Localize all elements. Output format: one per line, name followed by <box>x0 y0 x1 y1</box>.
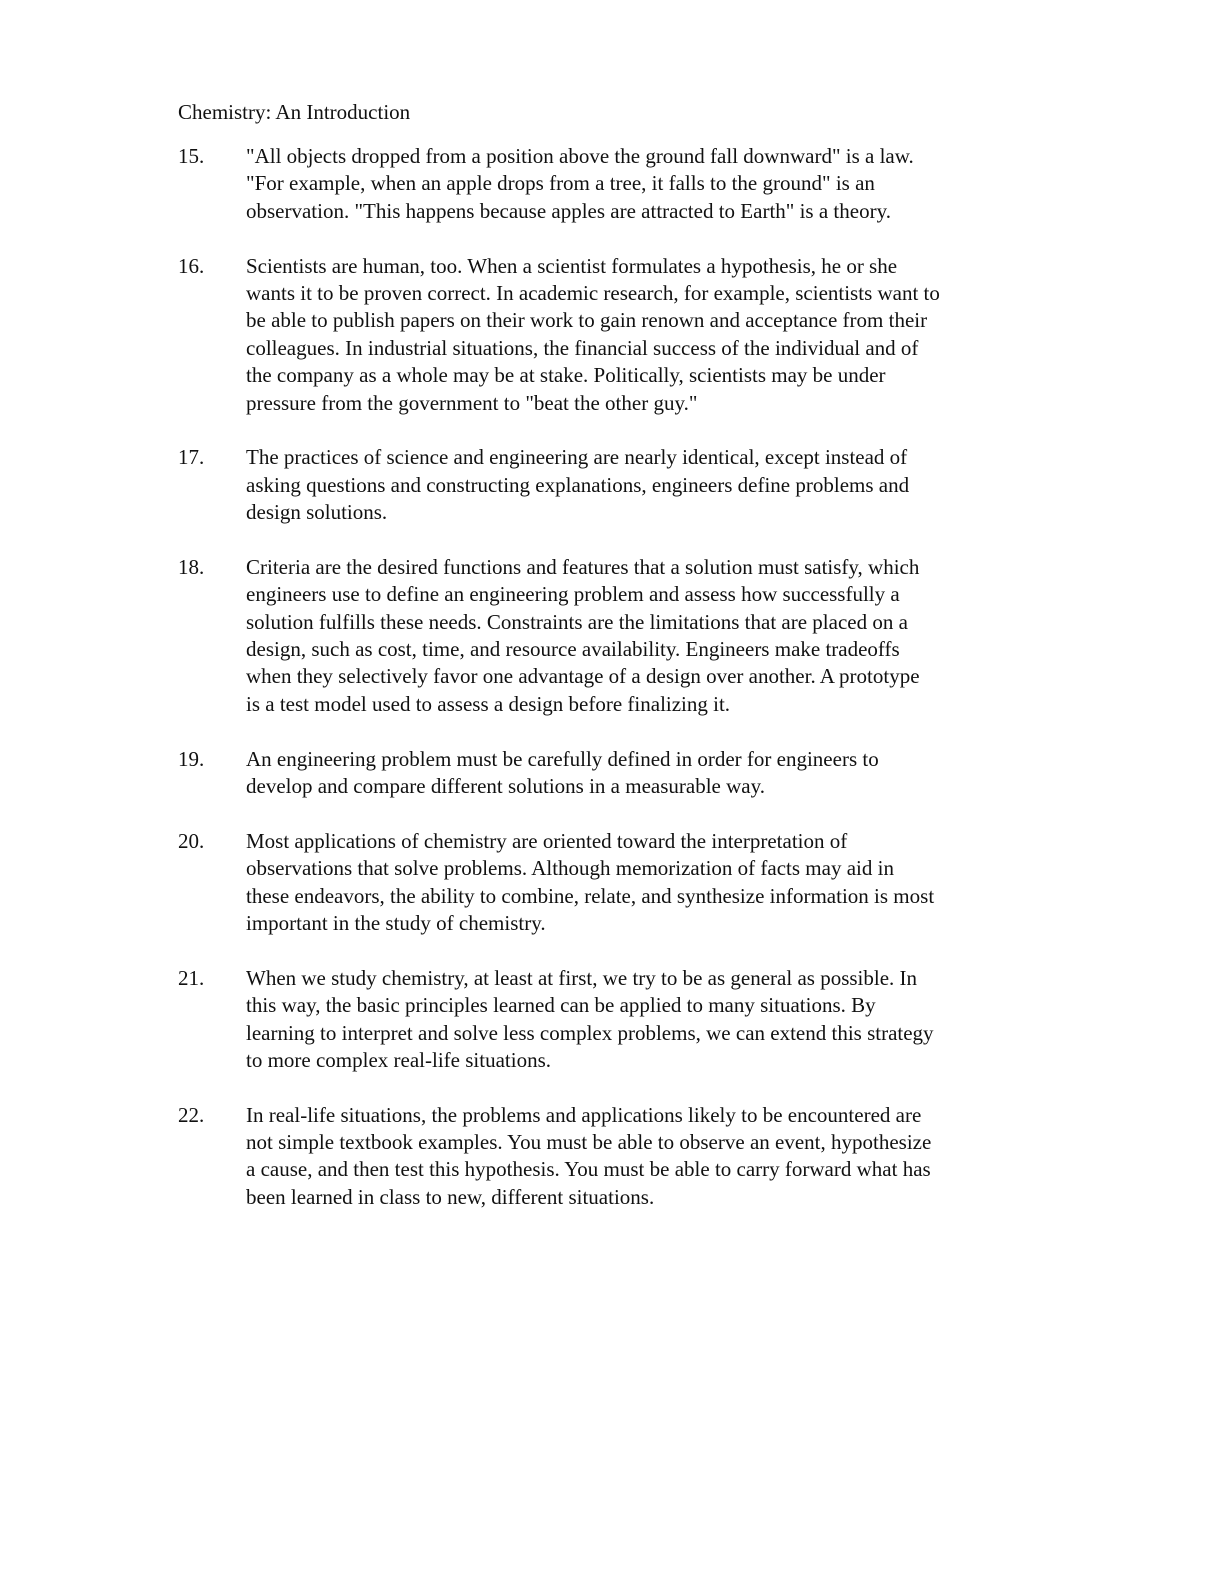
list-item <box>178 746 1078 801</box>
item-number: 18. <box>178 554 205 579</box>
text-line: Most applications of chemistry are oriented toward the interpretation of <box>246 828 848 853</box>
text-line: An engineering problem must be carefully defined in order for engineers to <box>246 746 879 771</box>
text-line: the company as a whole may be at stake. Politically, scientists may be under <box>246 363 886 388</box>
text-line: been learned in class to new, different situations. <box>246 1184 655 1209</box>
item-number: 22. <box>178 1102 205 1127</box>
text-line: solution fulfills these needs. Constraints are the limitations that are placed on a <box>246 609 908 634</box>
item-text <box>246 554 1078 718</box>
text-line: is a test model used to assess a design before finalizing it. <box>246 691 731 716</box>
page-header: Chemistry: An Introduction <box>178 100 411 124</box>
list-item <box>178 253 1078 417</box>
text-line: colleagues. In industrial situations, the financial success of the individual and of <box>246 335 919 360</box>
text-line: Scientists are human, too. When a scientist formulates a hypothesis, he or she <box>246 253 898 278</box>
text-line: In real-life situations, the problems and applications likely to be encountered are <box>246 1102 922 1127</box>
text-line: this way, the basic principles learned can be applied to many situations. By <box>246 993 876 1018</box>
list-item <box>178 444 1078 526</box>
list-item <box>178 554 1078 718</box>
item-number: 16. <box>178 253 205 278</box>
item-text <box>246 965 1078 1075</box>
text-line: The practices of science and engineering are nearly identical, except instead of <box>246 445 908 470</box>
text-line: observation. "This happens because apples are attracted to Earth" is a theory. <box>246 198 891 223</box>
item-number: 19. <box>178 746 205 771</box>
text-line: a cause, and then test this hypothesis. You must be able to carry forward what has <box>246 1157 931 1182</box>
text-line: design solutions. <box>246 500 388 525</box>
item-number: 21. <box>178 965 205 990</box>
list-item <box>178 143 1078 225</box>
text-line: pressure from the government to "beat the other guy." <box>246 390 698 415</box>
text-line: not simple textbook examples. You must be able to observe an event, hypothesize <box>246 1130 932 1155</box>
item-text <box>246 828 1078 938</box>
text-line: When we study chemistry, at least at first, we try to be as general as possible. In <box>246 965 918 990</box>
text-line: be able to publish papers on their work to gain renown and acceptance from their <box>246 308 928 333</box>
item-text <box>246 143 1078 225</box>
text-line: to more complex real-life situations. <box>246 1047 551 1072</box>
text-line: "All objects dropped from a position above the ground fall downward" is a law. <box>246 144 914 168</box>
text-line: asking questions and constructing explanations, engineers define problems and <box>246 472 910 497</box>
text-line: observations that solve problems. Although memorization of facts may aid in <box>246 856 894 881</box>
text-line: "For example, when an apple drops from a tree, it falls to the ground" is an <box>246 171 875 196</box>
text-line: these endeavors, the ability to combine, relate, and synthesize information is most <box>246 883 935 908</box>
item-number: 17. <box>178 445 205 470</box>
item-number: 20. <box>178 828 205 853</box>
item-text <box>246 444 1078 526</box>
text-line: wants it to be proven correct. In academic research, for example, scientists want to <box>246 280 940 305</box>
list-item <box>178 965 1078 1075</box>
text-line: develop and compare different solutions in a measurable way. <box>246 773 765 798</box>
item-text <box>246 253 1078 417</box>
text-line: engineers use to define an engineering problem and assess how successfully a <box>246 582 900 607</box>
text-line: Criteria are the desired functions and features that a solution must satisfy, which <box>246 554 920 579</box>
text-line: when they selectively favor one advantage of a design over another. A prototype <box>246 664 920 689</box>
text-line: important in the study of chemistry. <box>246 910 546 935</box>
text-line: learning to interpret and solve less complex problems, we can extend this strategy <box>246 1020 934 1045</box>
answer-list <box>178 143 1078 1239</box>
text-line: design, such as cost, time, and resource availability. Engineers make tradeoffs <box>246 637 900 662</box>
list-item <box>178 1102 1078 1212</box>
item-number: 15. <box>178 144 205 168</box>
item-text <box>246 746 1078 801</box>
item-text <box>246 1102 1078 1212</box>
list-item <box>178 828 1078 938</box>
